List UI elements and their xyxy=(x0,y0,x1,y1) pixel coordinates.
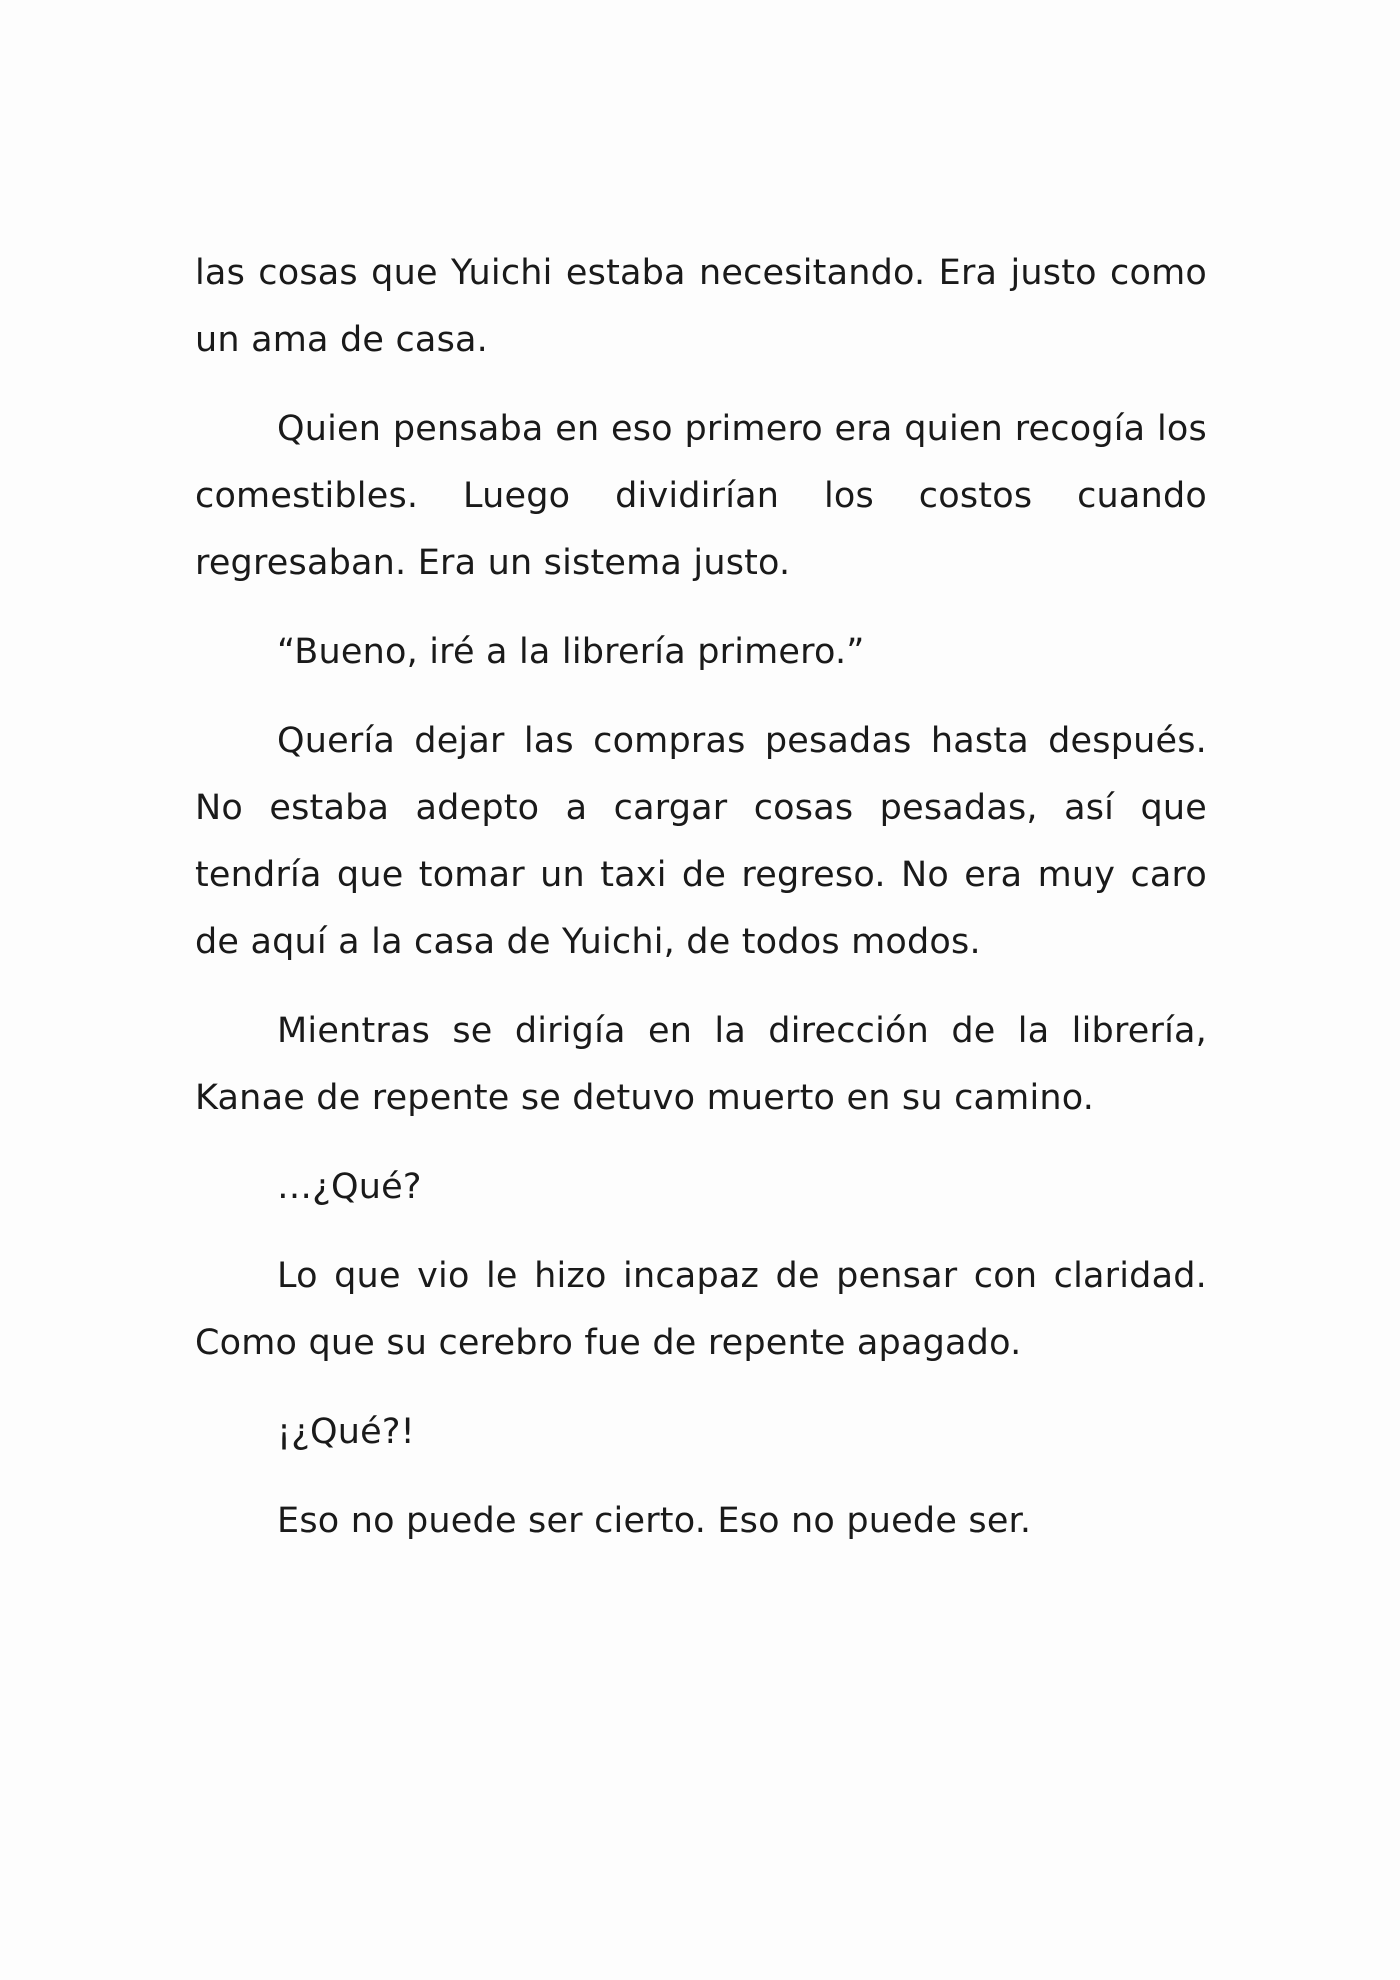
paragraph: Eso no puede ser cierto. Eso no puede ser. xyxy=(277,1501,1032,1541)
paragraph-continued: las cosas que Yuichi estaba necesitando. Era justo como un ama de casa. xyxy=(195,253,1207,360)
paragraph: Lo que vio le hizo incapaz de pensar con claridad. Como que su cerebro fue de repente apagado. xyxy=(195,1256,1207,1363)
paragraph-dialogue: “Bueno, iré a la librería primero.” xyxy=(277,632,865,672)
paragraph: Quien pensaba en eso primero era quien recogía los comestibles. Luego dividirían los costos cuando regresaban. Era un sistema justo. xyxy=(195,409,1207,583)
paragraph-exclamation: ¡¿Qué?! xyxy=(277,1412,415,1452)
document-page xyxy=(195,240,1207,1577)
paragraph: Mientras se dirigía en la dirección de la librería, Kanae de repente se detuvo muerto en su camino. xyxy=(195,1011,1207,1118)
paragraph: Quería dejar las compras pesadas hasta después. No estaba adepto a cargar cosas pesadas, así que tendría que tomar un taxi de regreso. No era muy caro de aquí a la casa de Yuichi, de todos modos. xyxy=(195,721,1207,962)
paragraph-exclamation: …¿Qué? xyxy=(277,1167,422,1207)
